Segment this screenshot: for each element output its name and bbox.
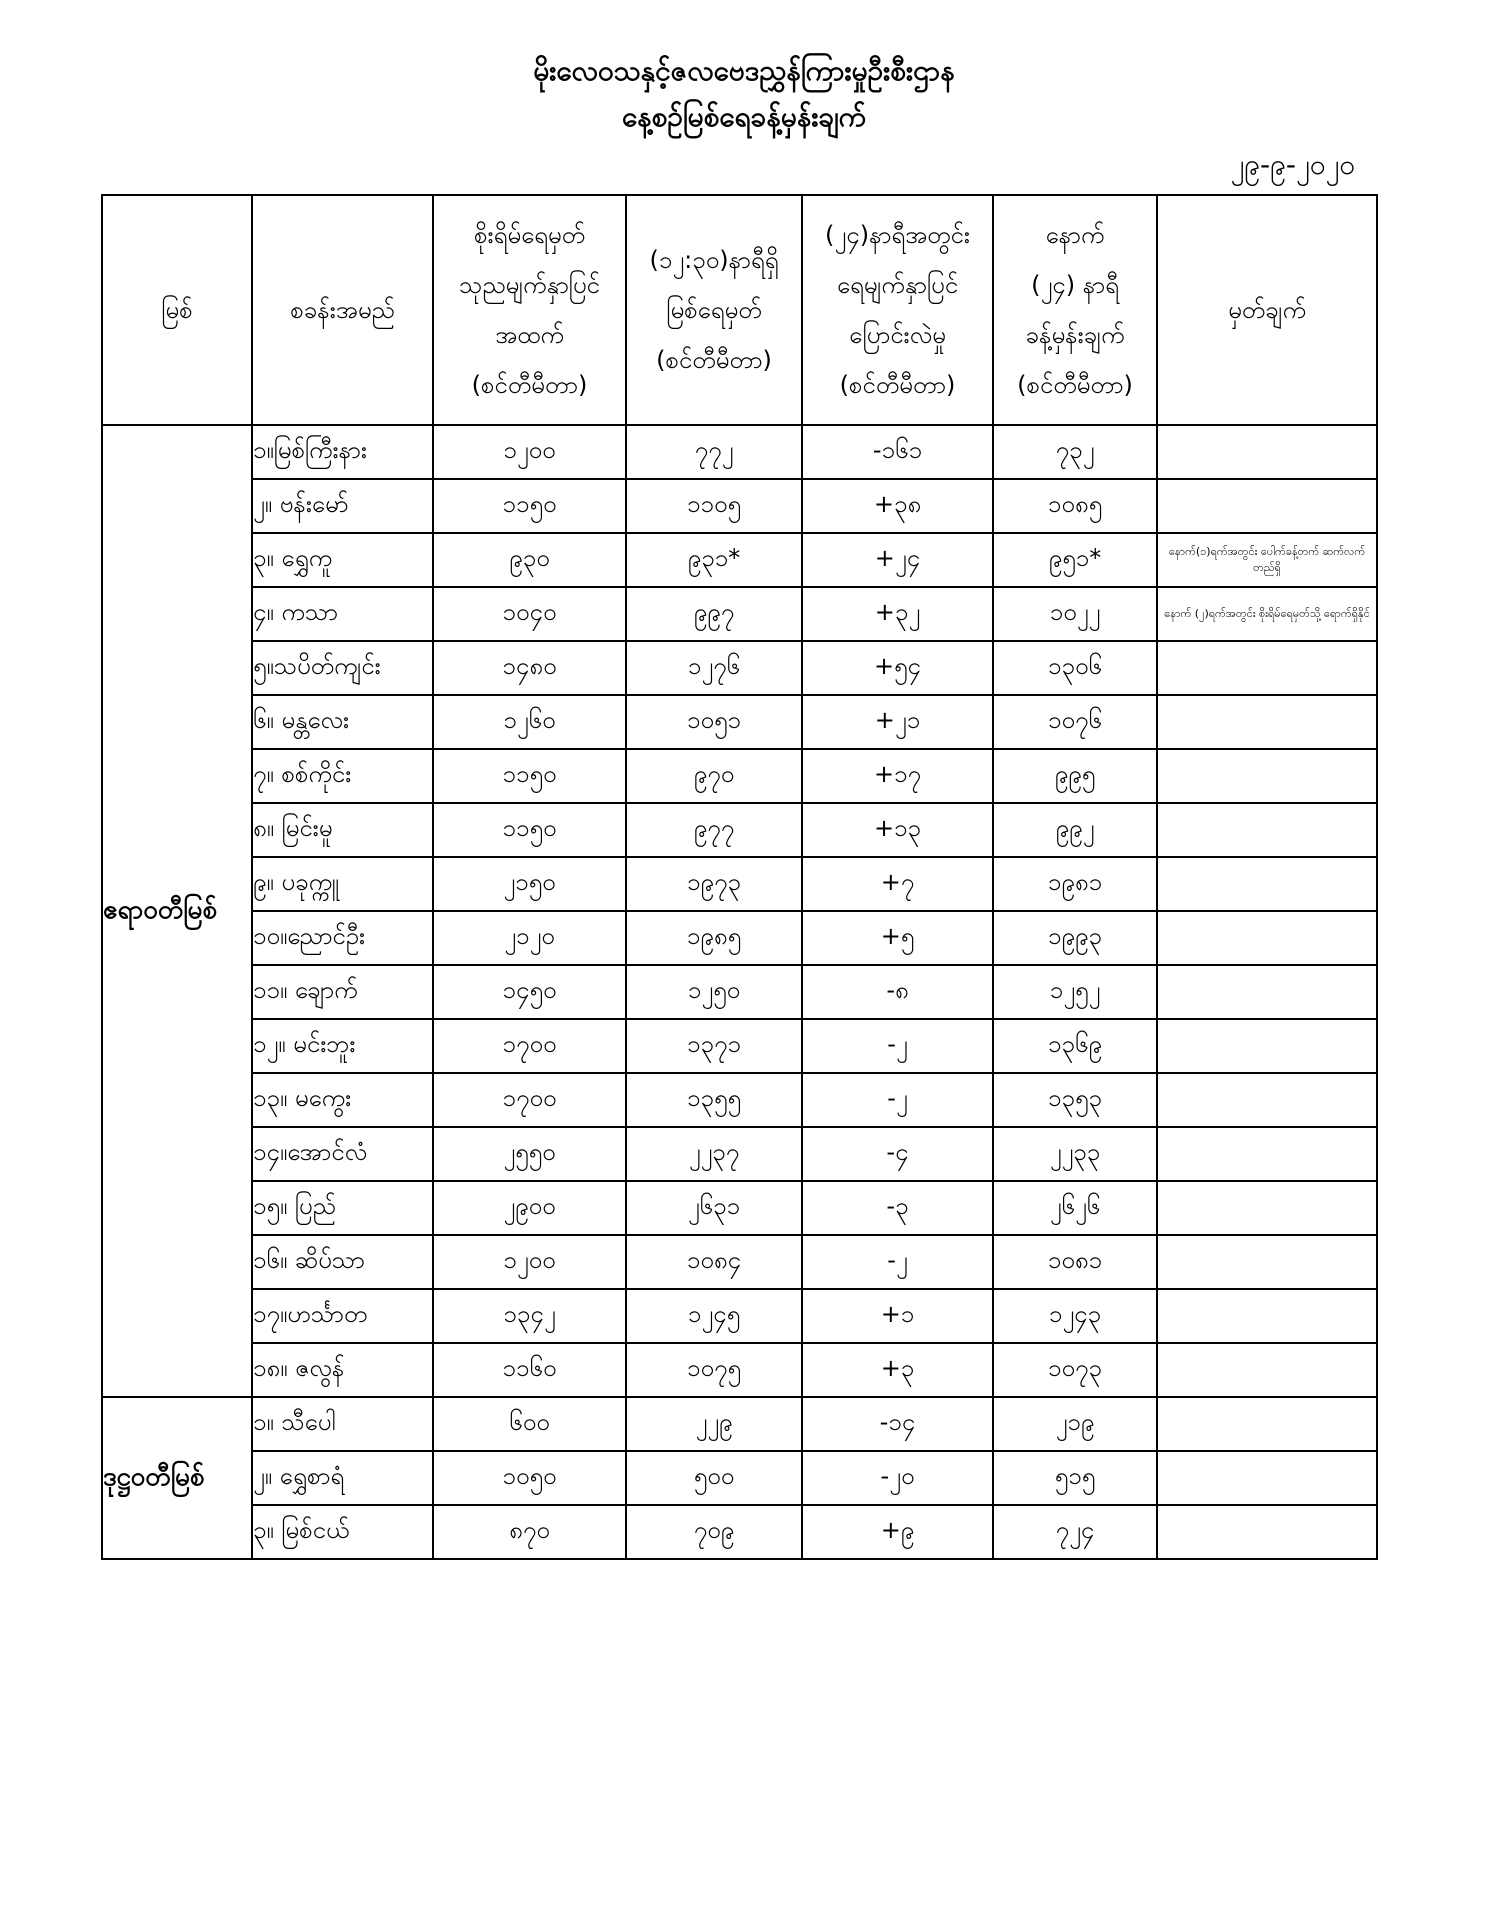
danger-level: ၁၄၈၀ [433,641,626,695]
forecast-level: ၁၀၈၁ [993,1235,1157,1289]
danger-level: ၂၅၅၀ [433,1127,626,1181]
header-river: မြစ် [102,195,252,425]
forecast-level: ၇၃၂ [993,425,1157,479]
remark [1157,1505,1377,1559]
level-change: -၄ [802,1127,993,1181]
remark [1157,749,1377,803]
current-level: ၁၁၀၅ [626,479,802,533]
station-name: ၃။ ရွှေကူ [252,533,433,587]
current-level: ၉၃၁* [626,533,802,587]
table-row [102,803,1377,857]
forecast-level: ၁၀၇၆ [993,695,1157,749]
header-change: (၂၄)နာရီအတွင်း ရေမျက်နှာပြင် ပြောင်းလဲမှု (စင်တီမီတာ) [802,195,993,425]
current-level: ၁၃၅၅ [626,1073,802,1127]
river-name: ဧရာဝတီမြစ် [102,425,252,1397]
table-row [102,533,1377,587]
danger-level: ၁၁၅၀ [433,479,626,533]
station-name: ၇။ စစ်ကိုင်း [252,749,433,803]
forecast-level: ၁၃၀၆ [993,641,1157,695]
remark [1157,1451,1377,1505]
table-row [102,1397,1377,1451]
station-name: ၈။ မြင်းမူ [252,803,433,857]
station-name: ၁။ သီပေါ [252,1397,433,1451]
forecast-table [101,194,1378,1560]
level-change: +၁ [802,1289,993,1343]
remark [1157,425,1377,479]
danger-level: ၁၁၅၀ [433,749,626,803]
table-row [102,587,1377,641]
table-row [102,425,1377,479]
table-body [102,425,1377,1559]
current-level: ၇၇၂ [626,425,802,479]
forecast-level: ၉၉၅ [993,749,1157,803]
danger-level: ၁၂၀၀ [433,1235,626,1289]
table-row [102,1289,1377,1343]
table-row [102,749,1377,803]
header-row [102,195,1377,425]
current-level: ၁၉၇၃ [626,857,802,911]
remark [1157,1289,1377,1343]
level-change: -၂ [802,1235,993,1289]
danger-level: ၁၇၀၀ [433,1019,626,1073]
current-level: ၂၆၃၁ [626,1181,802,1235]
department-title: မိုးလေဝသနှင့်ဇလဗေဒညွှန်ကြားမှုဦးစီးဌာန [533,54,955,87]
station-name: ၁၅။ ပြည် [252,1181,433,1235]
table-row [102,1235,1377,1289]
danger-level: ၂၁၂၀ [433,911,626,965]
header-current-level: (၁၂:၃၀)နာရီရှိ မြစ်ရေမှတ် (စင်တီမီတာ) [626,195,802,425]
current-level: ၁၀၇၅ [626,1343,802,1397]
remark [1157,1397,1377,1451]
station-name: ၂။ ဗန်းမော် [252,479,433,533]
forecast-level: ၁၃၅၃ [993,1073,1157,1127]
danger-level: ၁၂၀၀ [433,425,626,479]
current-level: ၁၀၈၄ [626,1235,802,1289]
current-level: ၁၂၄၅ [626,1289,802,1343]
remark [1157,965,1377,1019]
level-change: -၂၀ [802,1451,993,1505]
level-change: -၈ [802,965,993,1019]
remark [1157,641,1377,695]
level-change: +၉ [802,1505,993,1559]
forecast-level: ၁၃၆၉ [993,1019,1157,1073]
station-name: ၅။သပိတ်ကျင်း [252,641,433,695]
current-level: ၂၂၃၇ [626,1127,802,1181]
table-row [102,857,1377,911]
danger-level: ၉၃၀ [433,533,626,587]
level-change: +၃ [802,1343,993,1397]
danger-level: ၁၁၆၀ [433,1343,626,1397]
table-row [102,1019,1377,1073]
table-row [102,1505,1377,1559]
current-level: ၁၂၅၀ [626,965,802,1019]
table-row [102,641,1377,695]
table-row [102,1451,1377,1505]
report-date: ၂၉-၉-၂၀၂၀ [1230,148,1355,181]
station-name: ၉။ ပခုက္ကူ [252,857,433,911]
forecast-level: ၁၉၉၃ [993,911,1157,965]
danger-level: ၁၇၀၀ [433,1073,626,1127]
station-name: ၁၂။ မင်းဘူး [252,1019,433,1073]
forecast-level: ၉၅၁* [993,533,1157,587]
forecast-level: ၁၀၇၃ [993,1343,1157,1397]
station-name: ၄။ ကသာ [252,587,433,641]
report-title: နေ့စဉ်မြစ်ရေခန့်မှန်းချက် [621,100,867,133]
table-row [102,1127,1377,1181]
danger-level: ၁၄၅၀ [433,965,626,1019]
remark [1157,1343,1377,1397]
level-change: +၁၇ [802,749,993,803]
danger-level: ၂၁၅၀ [433,857,626,911]
danger-level: ၂၉၀၀ [433,1181,626,1235]
current-level: ၉၇၇ [626,803,802,857]
station-name: ၁၄။အောင်လံ [252,1127,433,1181]
level-change: +၂၁ [802,695,993,749]
remark [1157,695,1377,749]
station-name: ၁။မြစ်ကြီးနား [252,425,433,479]
remark [1157,1181,1377,1235]
station-name: ၁၃။ မကွေး [252,1073,433,1127]
danger-level: ၈၇၀ [433,1505,626,1559]
level-change: -၂ [802,1019,993,1073]
table-row [102,965,1377,1019]
station-name: ၆။ မန္တလေး [252,695,433,749]
forecast-level: ၅၁၅ [993,1451,1157,1505]
level-change: -၃ [802,1181,993,1235]
header-remark: မှတ်ချက် [1157,195,1377,425]
level-change: +၇ [802,857,993,911]
station-name: ၃။ မြစ်ငယ် [252,1505,433,1559]
station-name: ၁၀။ညောင်ဦး [252,911,433,965]
river-name: ဒုဋ္ဌဝတီမြစ် [102,1397,252,1559]
current-level: ၁၉၈၅ [626,911,802,965]
level-change: +၃၂ [802,587,993,641]
forecast-level: ၉၉၂ [993,803,1157,857]
danger-level: ၁၀၅၀ [433,1451,626,1505]
forecast-level: ၇၂၄ [993,1505,1157,1559]
forecast-level: ၂၂၃၃ [993,1127,1157,1181]
danger-level: ၁၀၄၀ [433,587,626,641]
current-level: ၁၀၅၁ [626,695,802,749]
current-level: ၇၀၉ [626,1505,802,1559]
forecast-level: ၁၂၄၃ [993,1289,1157,1343]
remark [1157,803,1377,857]
forecast-level: ၁၉၈၁ [993,857,1157,911]
station-name: ၂။ ရွှေစာရံ [252,1451,433,1505]
level-change: +၁၃ [802,803,993,857]
level-change: -၂ [802,1073,993,1127]
current-level: ၁၃၇၁ [626,1019,802,1073]
forecast-level: ၂၆၂၆ [993,1181,1157,1235]
station-name: ၁၁။ ချောက် [252,965,433,1019]
remark [1157,857,1377,911]
station-name: ၁၇။ဟင်္သာတ [252,1289,433,1343]
station-name: ၁၆။ ဆိပ်သာ [252,1235,433,1289]
current-level: ၅၀၀ [626,1451,802,1505]
danger-level: ၁၂၆၀ [433,695,626,749]
danger-level: ၁၁၅၀ [433,803,626,857]
header-station: စခန်းအမည် [252,195,433,425]
current-level: ၉၉၇ [626,587,802,641]
table-row [102,1343,1377,1397]
table-row [102,695,1377,749]
table-row [102,1073,1377,1127]
remark [1157,479,1377,533]
current-level: ၂၂၉ [626,1397,802,1451]
forecast-level: ၂၁၉ [993,1397,1157,1451]
danger-level: ၆၀၀ [433,1397,626,1451]
header-forecast: နောက် (၂၄) နာရီ ခန့်မှန်းချက် (စင်တီမီတာ) [993,195,1157,425]
forecast-level: ၁၂၅၂ [993,965,1157,1019]
remark [1157,1235,1377,1289]
level-change: +၃၈ [802,479,993,533]
header-danger-level: စိုးရိမ်ရေမှတ် သုညမျက်နှာပြင် အထက် (စင်တီမီတာ) [433,195,626,425]
remark: နောက် (၂)ရက်အတွင်း စိုးရိမ်ရေမှတ်သို့ ရောက်ရှိနိုင် [1157,587,1377,641]
level-change: -၁၆၁ [802,425,993,479]
forecast-level: ၁၀၂၂ [993,587,1157,641]
remark: နောက်(၁)ရက်အတွင်း ပေါက်ခန့်တက် ဆက်လက်တည်ရှိ [1157,533,1377,587]
table-row [102,1181,1377,1235]
level-change: +၅ [802,911,993,965]
forecast-level: ၁၀၈၅ [993,479,1157,533]
level-change: +၅၄ [802,641,993,695]
current-level: ၉၇၀ [626,749,802,803]
remark [1157,1073,1377,1127]
level-change: +၂၄ [802,533,993,587]
current-level: ၁၂၇၆ [626,641,802,695]
danger-level: ၁၃၄၂ [433,1289,626,1343]
table-row [102,479,1377,533]
remark [1157,1127,1377,1181]
level-change: -၁၄ [802,1397,993,1451]
table-row [102,911,1377,965]
remark [1157,911,1377,965]
remark [1157,1019,1377,1073]
station-name: ၁၈။ ဇလွန် [252,1343,433,1397]
